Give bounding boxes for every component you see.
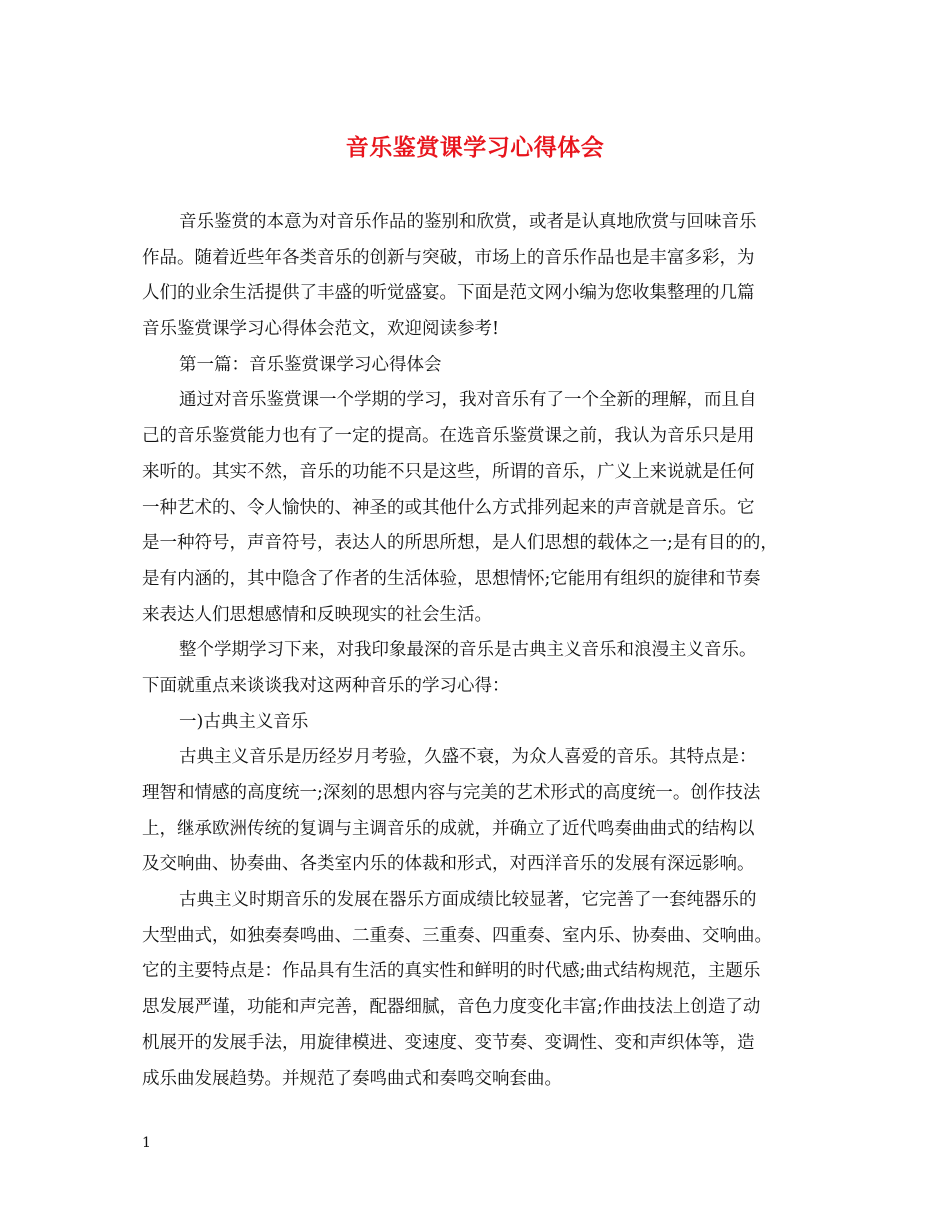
- paragraph-line: 己的音乐鉴赏能力也有了一定的提高。在选音乐鉴赏课之前，我认为音乐只是用: [142, 426, 755, 447]
- paragraph-line: 古典主义时期音乐的发展在器乐方面成绩比较显著，它完善了一套纯器乐的: [179, 890, 757, 911]
- paragraph-line: 通过对音乐鉴赏课一个学期的学习，我对音乐有了一个全新的理解，而且自: [179, 390, 757, 411]
- paragraph-line: 古典主义音乐是历经岁月考验，久盛不衰，为众人喜爱的音乐。其特点是：: [179, 747, 757, 768]
- paragraph-line: 机展开的发展手法，用旋律模进、变速度、变节奏、变调性、变和声织体等，造: [142, 1032, 755, 1053]
- paragraph-line: 音乐鉴赏的本意为对音乐作品的鉴别和欣赏，或者是认真地欣赏与回味音乐: [179, 212, 757, 232]
- page-number: 1: [142, 1135, 151, 1151]
- paragraph-line: 来表达人们思想感情和反映现实的社会生活。: [142, 604, 492, 625]
- paragraph-line: 作品。随着近些年各类音乐的创新与突破，市场上的音乐作品也是丰富多彩，为: [142, 247, 755, 268]
- section-heading: 第一篇：音乐鉴赏课学习心得体会: [179, 354, 442, 375]
- subsection-heading: 一)古典主义音乐: [179, 711, 309, 732]
- paragraph-line: 上，继承欧洲传统的复调与主调音乐的成就，并确立了近代鸣奏曲曲式的结构以: [142, 818, 755, 839]
- paragraph-line: 一种艺术的、令人愉快的、神圣的或其他什么方式排列起来的声音就是音乐。它: [142, 497, 755, 518]
- paragraph-line: 整个学期学习下来，对我印象最深的音乐是古典主义音乐和浪漫主义音乐。: [179, 640, 757, 661]
- paragraph-line: 来听的。其实不然，音乐的功能不只是这些，所谓的音乐，广义上来说就是任何: [142, 461, 755, 482]
- paragraph-line: 下面就重点来谈谈我对这两种音乐的学习心得：: [142, 675, 510, 696]
- document-title: 音乐鉴赏课学习心得体会: [345, 134, 605, 161]
- paragraph-line: 它的主要特点是：作品具有生活的真实性和鲜明的时代感;曲式结构规范，主题乐: [142, 961, 761, 982]
- paragraph-line: 是有内涵的，其中隐含了作者的生活体验，思想情怀;它能用有组织的旋律和节奏: [142, 568, 761, 589]
- paragraph-line: 思发展严谨，功能和声完善，配器细腻，音色力度变化丰富;作曲技法上创造了动: [142, 997, 761, 1018]
- paragraph-line: 及交响曲、协奏曲、各类室内乐的体裁和形式，对西洋音乐的发展有深远影响。: [142, 854, 755, 875]
- paragraph-line: 人们的业余生活提供了丰盛的听觉盛宴。下面是范文网小编为您收集整理的几篇: [142, 283, 755, 304]
- paragraph-line: 成乐曲发展趋势。并规范了奏鸣曲式和奏鸣交响套曲。: [142, 1068, 562, 1089]
- paragraph-line: 是一种符号，声音符号，表达人的所思所想，是人们思想的载体之一;是有目的的，: [142, 533, 778, 554]
- document-body: [142, 205, 814, 1097]
- paragraph-line: 音乐鉴赏课学习心得体会范文，欢迎阅读参考!: [142, 319, 500, 340]
- paragraph-line: 大型曲式，如独奏奏鸣曲、二重奏、三重奏、四重奏、室内乐、协奏曲、交响曲。: [142, 925, 772, 946]
- paragraph-line: 理智和情感的高度统一;深刻的思想内容与完美的艺术形式的高度统一。创作技法: [142, 783, 761, 803]
